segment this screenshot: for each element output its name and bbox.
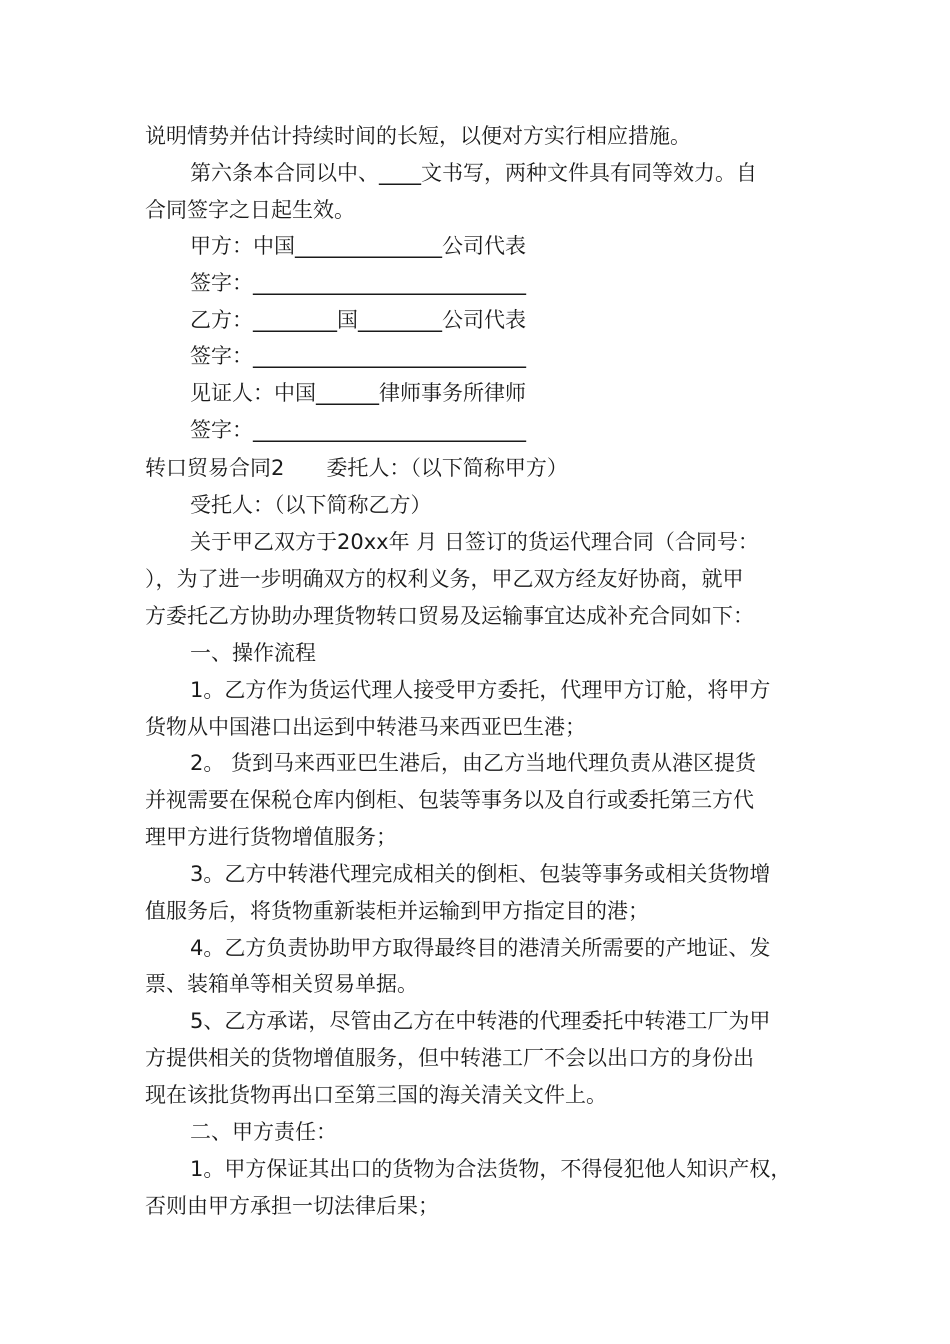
text-line: 货物从中国港口出运到中转港马来西亚巴生港； — [145, 715, 586, 739]
text-line: 乙方：________国________公司代表 — [190, 308, 526, 332]
text-line: 否则由甲方承担一切法律后果； — [145, 1194, 439, 1218]
text-line: 合同签字之日起生效。 — [145, 198, 355, 222]
text-line: 签字：__________________________ — [190, 271, 526, 295]
text-line: 1。甲方保证其出口的货物为合法货物，不得侵犯他人知识产权， — [190, 1157, 792, 1181]
text-line: 理甲方进行货物增值服务； — [145, 825, 397, 849]
text-line: 现在该批货物再出口至第三国的海关清关文件上。 — [145, 1083, 607, 1107]
text-line: ），为了进一步明确双方的权利义务，甲乙双方经友好协商，就甲 — [145, 567, 744, 591]
text-line: 一、操作流程 — [190, 641, 316, 665]
text-line: 关于甲乙双方于20xx年 月 日签订的货运代理合同（合同号： — [190, 530, 759, 554]
text-line: 说明情势并估计持续时间的长短，以便对方实行相应措施。 — [145, 124, 691, 148]
text-line: 签字：__________________________ — [190, 418, 526, 442]
text-line: 票、装箱单等相关贸易单据。 — [145, 972, 418, 996]
text-line: 见证人：中国______律师事务所律师 — [190, 381, 526, 405]
text-line: 第六条本合同以中、____文书写，两种文件具有同等效力。自 — [190, 161, 757, 185]
section-heading: 转口贸易合同2 委托人：（以下简称甲方） — [145, 456, 568, 480]
text-line: 5、乙方承诺，尽管由乙方在中转港的代理委托中转港工厂为甲 — [190, 1009, 771, 1033]
text-line: 方委托乙方协助办理货物转口贸易及运输事宜达成补充合同如下： — [145, 604, 754, 628]
text-line: 受托人：（以下简称乙方） — [190, 493, 432, 517]
text-line: 甲方：中国______________公司代表 — [190, 234, 526, 258]
text-line: 值服务后，将货物重新装柜并运输到甲方指定目的港； — [145, 899, 649, 923]
text-line: 2。 货到马来西亚巴生港后，由乙方当地代理负责从港区提货 — [190, 751, 757, 775]
text-line: 二、甲方责任： — [190, 1120, 337, 1144]
text-line: 3。乙方中转港代理完成相关的倒柜、包装等事务或相关货物增 — [190, 862, 771, 886]
text-line: 签字：__________________________ — [190, 344, 526, 368]
text-line: 并视需要在保税仓库内倒柜、包装等事务以及自行或委托第三方代 — [145, 788, 754, 812]
text-line: 4。乙方负责协助甲方取得最终目的港清关所需要的产地证、发 — [190, 936, 771, 960]
text-line: 方提供相关的货物增值服务，但中转港工厂不会以出口方的身份出 — [145, 1046, 754, 1070]
text-line: 1。乙方作为货运代理人接受甲方委托，代理甲方订舱，将甲方 — [190, 678, 771, 702]
